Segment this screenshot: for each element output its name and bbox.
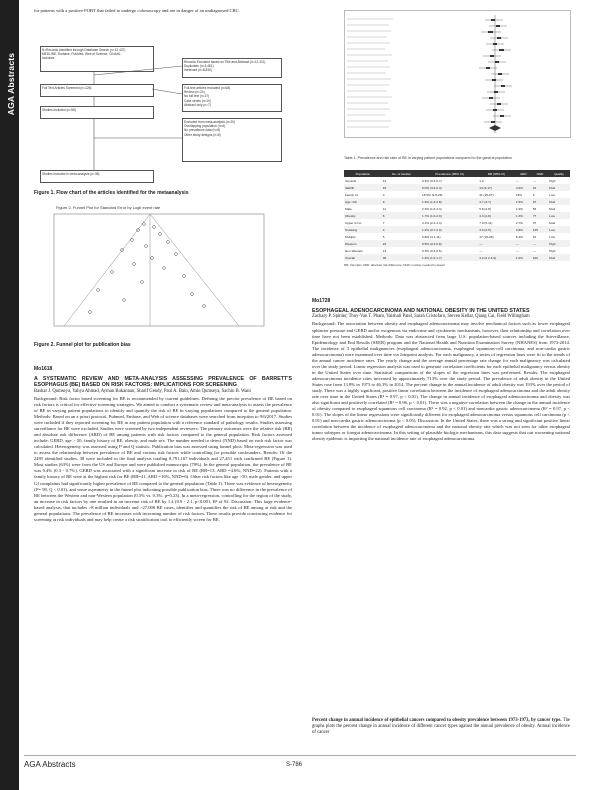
table-cell: Obesity (344, 212, 382, 219)
table-cell: Mod (548, 184, 570, 191)
table-cell: 0.5% (0.3-0.8) (421, 240, 478, 247)
table-cell: 24 (382, 240, 421, 247)
table-row (344, 212, 570, 219)
table-1-footnote: RR: risk ratio; ARD: absolute risk difference; NND: number needed to detect (344, 263, 445, 267)
table-cell: — (515, 240, 532, 247)
table-cell: 1.3% (1.0-1.7) (421, 254, 478, 261)
table-cell: Low (548, 212, 570, 219)
table-cell: General (345, 178, 357, 183)
table-cell: — (532, 240, 548, 247)
table-cell: 6.4% (515, 234, 523, 239)
table-cell: 6 (382, 212, 421, 219)
fig-caption-body: The graphs plots the percent change in annual incidence of different cancer types against the annual prevalence of obesity. Annual incidence of cancer (312, 718, 571, 736)
sidebar-band (0, 0, 19, 790)
abstract-id: Mo1618 (34, 366, 53, 372)
abstract-body: Background: The association between obesity and esophageal adenocarcinoma may involve mechanical factors such as lower esophageal sphincter pressure and GERD and/or exogenous via endocrine and cytokinetic mechanisms, however, their relationship and correlation over time have not been established. Methods: Data was abstracted from large U.S. population-based sources including the Surveillance, Epidemiology and End Results (SEER) program and the National Health and Nutrition Examination Survey (NHANES) from 1973-2014. The incidence of 3 epithelial malignancies (esophageal adenocarcinoma, esophageal squamous-cell carcinoma, and non-cardia gastric adenocarcinoma) were examined over time via Joinpoint analysis. For each malignancy, a series of regression lines were fit to the trends of the annual cancer incidence rates. The yearly change and the average annual percentage rate change for each malignancy was calculated over the study period. Linear regression analysis was used to generate correlation coefficients for each epithelial malignancy versus obesity in the United States over time. Statistical comparisons of the slopes of the regression lines was performed. Results: The esophageal adenocarcinoma incidence rates increased by approximately 713% over the study period. The prevalence of adult obesity in the United States rose from 13.8% in 1973 to 46.3% in 2014. The percent change in the annual incidence of adult obesity was 193% over the period of study. There was a highly significant, positive linear correlation between the incidence of esophageal adenocarcinoma and the adult obesity rate over time in the United States (R² = 0.97, p < 0.01). The change in annual incidence of esophageal adenocarcinoma and obesity was also significant and positively correlated (R² = 0.96, p < 0.01). There was a negative correlation between the change in the annual incidence of obesity compared to esophageal squamous cell carcinoma (R² = 0.92, p < 0.01) and noncardia gastric adenocarcinoma (R² = 0.97, p < 0.01). The slopes of the linear regressions were significantly different for esophageal adenocarcinoma versus squamous cell carcinoma (p < 0.01) and non-cardia gastric adenocarcinoma (p < 0.05). Discussion: In the United States, there was a strong and significant positive linear correlation between the incidence of esophageal adenocarcinoma and the national obesity rate which was not seen for other esophageal tumor subtypes or foregut adenocarcinoma. In this setting of plausible biologic mechanisms, this data suggests that our worsening national obesity epidemic is impacting the national incidence rate of esophageal adenocarcinoma. (312, 321, 570, 442)
table-row (344, 233, 570, 240)
table-1-header-cell: ARD (515, 170, 532, 177)
table-cell: 1.7% (1.0-2.9) (421, 212, 478, 219)
flow-screened-box: Full Text Articles Screened (n=126) (40, 84, 154, 97)
table-cell: 3.2 (2.2-4.6) (478, 254, 515, 261)
table-cell: 3.0 (2-5) (478, 226, 515, 233)
table-cell: 37 (532, 220, 537, 225)
table-1-header-row (344, 170, 570, 177)
table-cell: — (479, 248, 483, 253)
table-cell: 125 (532, 226, 548, 233)
table-cell: Mod (548, 254, 570, 261)
table-cell: 1.9% (515, 206, 523, 211)
top-right-figure (344, 10, 571, 138)
table-1-header-cell: RR (95% CI) (478, 170, 515, 177)
footer-journal: AGA Abstracts (24, 760, 76, 769)
table-cell: 1.2% (0.7-2.0) (421, 226, 478, 233)
table-cell: — (515, 248, 519, 253)
table-cell: Mod (549, 206, 556, 211)
funnel-points (89, 223, 206, 314)
footer-page-number: S-786 (286, 762, 303, 768)
abstract-authors: Bashar J. Qumseya, Yahya Ahmad, Ayman Bukannan, Sharif Gendy, Paul A. Bain, Amin Qumseya, Sachin B. Wani (34, 388, 251, 394)
table-cell: 53 (532, 206, 537, 211)
flow-arrows (34, 44, 292, 184)
table-cell: — (515, 178, 519, 183)
table-cell: Mod (549, 220, 556, 225)
table-cell: 16% (515, 192, 523, 197)
table-cell: 5 (382, 234, 385, 239)
abstract-2-figure-caption (312, 718, 570, 737)
abstract-body: Background: Risk factor based screening for BE is recommended by current guidelines. Defining the precise prevalence of BE based on risk factors is critical for effective screening strategies. We aimed to conduct a systematic review and meta-analysis to assess the prevalence of BE in varying patient populations to identify and quantify the risk of BE in varying populations compared to the general population. Methods: Based on an a priori protocol, Pubmed, Embase, and Web of science databases were searched from inception to 9/6/2017. Studies were included if they reported screening for BE in any patient population with a reference standard of pathology results. Studies assessing surveillance for BE were excluded. Studies were screened by two independent reviewers. The primary outcomes were the relative risk (RR) and absolute risk difference (ARD) of BE among patients with risk factors compared to the general population. Risk factors assessed include: GERD, age > 50, family history of BE, obesity, and male sex. The number needed to detect (NND) based on each risk factor was calculated. Heterogeneity was assessed using I² and Q statistic. Publication bias was assessed using funnel plots. Meta-regression was used to assess the relationship between prevalence of BE and various risk factors while controlling for possible confounders. Results: Of the 2495 identified studies, 38 were included in the final analysis totaling 8,791,167 individuals and 27,451 with confirmed BE (Figure 1). Most studies (63%) were from the US and Europe and were published manuscripts (78%). In the general population, the prevalence of BE was 0.4% (0.3 - 0.7%). GERD was associated with a significant increase in risk of BE (RR=13, ARD =4.6%, NND=22). Patients with a family history of BE were at the highest risk for BE (RR=41, ARD =16%, NND=6). Other risk factors like age >50, male gender, and upper GI complaints had significantly higher prevalence of BE compared to the general population (Table 1). There was evidence of heterogeneity (I²= 99, Q < 0.01), and some asymmetry in the funnel plot indicating possible publication bias. There was no difference in the prevalence of BE between the Western and non-Western population (0.5% vs. 0.3%, p=0.23). In a meta-regression, controlling for the region of the study, an increase in risk factors by one resulted in an increase risk of BE by 1.4 (0.9 - 2.1, p<0.001, R² of 92. Discussion: This large evidence-based analysis, that includes >8 million individuals and >27,000 BE cases, identifies and quantifies the risk of BE among at risk and the general populations. The prevalence of BE increases with increasing number of risk factors. These results provide convincing evidence for screening at risk individuals and may help create a risk stratification tool to efficiently screen for BE. (34, 395, 292, 522)
table-cell: 7 (382, 220, 385, 225)
table-row (344, 198, 570, 205)
intro-text: for patients with a positive FOBT that failed to undergo colonoscopy and are in danger of an undiagnosed CRC. (34, 8, 240, 13)
flow-excluded-3: Excluded from meta-analysis (n=20) Overlapping population (n=6) No prevalence data (n=8) Other study designs (n=6) (182, 118, 282, 162)
table-1-header-cell: NND (532, 170, 548, 177)
table-cell: 6 (532, 192, 535, 197)
table-cell: 5.8 (4-8) (479, 206, 491, 211)
figure-1-caption: Figure 1. Flow chart of the articles identified for the metaanalysis (34, 190, 189, 196)
table-row (344, 177, 570, 184)
table-cell: 0.4% (0.3-0.7) (422, 178, 442, 183)
table-1-header-cell: Prevalence (95% CI) (421, 170, 478, 177)
table-cell: 4.7 (3-7) (478, 198, 515, 205)
table-cell: High (549, 248, 556, 253)
table-cell: 17 (10-28) (479, 234, 494, 239)
table-cell: Non-Western (345, 248, 364, 253)
table-cell: 77 (532, 212, 548, 219)
table-cell: 1.9% (1.3-2.8) (421, 198, 478, 205)
table-cell: Male (345, 206, 352, 211)
table-row (344, 254, 570, 261)
flow-included-box: Studies Included (n=58) (40, 106, 154, 119)
table-cell: Low (548, 226, 570, 233)
abstract-mo1728 (312, 298, 570, 442)
flow-excluded-2: Full-text articles excluded (n=68) Review (n=24) No full text (n=27) Case series (n=10) Abstract only (n=7) (182, 84, 282, 112)
table-row (344, 205, 570, 212)
funnel-plot (34, 206, 292, 334)
table-1 (344, 170, 570, 267)
flow-final-box: Studies included in meta-analysis (n=38) (40, 170, 154, 183)
flow-top-box: N=Records Identified through Database Search (n=12,437) MEDLINE, Embase, PubMed, Web of Science, CINAHL Inclusive (40, 46, 154, 72)
table-cell: 9 (382, 198, 421, 205)
table-cell: Age >50 (344, 198, 382, 205)
figure-2-caption: Figure 2. Funnel plot for publication bias (34, 342, 131, 348)
table-1-header-cell: Population (344, 170, 382, 177)
abstract-authors: Zachary P. Spinler, Thuy-Van T. Pham, Vaishali Patel, Sarah Cristofaro, Steven Kellar, Qiang Cai, Field Willingham (312, 314, 530, 320)
table-cell: 2.3% (1.6-3.3) (422, 206, 442, 211)
flow-chart (34, 44, 292, 184)
table-row (344, 240, 570, 247)
funnel-plot-svg (34, 212, 292, 336)
table-cell: 11 (382, 206, 387, 211)
table-1-header-cell: Quality (548, 170, 570, 177)
table-cell: High (549, 178, 556, 183)
table-cell: 1.0 (479, 178, 484, 183)
table-cell: 100 (532, 254, 548, 261)
table-cell: — (532, 178, 536, 183)
abstract-mo1618 (34, 366, 292, 523)
table-1-grid (344, 170, 570, 261)
table-row (344, 191, 570, 198)
table-cell: 41 (25-67) (479, 192, 494, 197)
table-row (344, 184, 570, 191)
table-cell: 1.0% (515, 254, 532, 261)
table-cell: 6.8% (4.1-11) (422, 234, 441, 239)
table-cell: — (532, 248, 536, 253)
table-cell: Smoking (344, 226, 382, 233)
table-cell: 2.7% (515, 220, 523, 225)
funnel-plot-title: Figure 2. Funnel Plot for Standard Error by Logit event rate (56, 205, 161, 210)
abstract-id: Mo1728 (312, 298, 331, 304)
abstract-title: A SYSTEMATIC REVIEW AND META-ANALYSIS ASSESSING PREVALENCE OF BARRETT'S ESOPHAGUS (BE) BASED ON RISK FACTORS: IMPLICATIONS FOR SCREENING (34, 376, 292, 389)
table-cell: 7.8 (5-11) (479, 220, 493, 225)
table-cell: Multiple (345, 234, 356, 239)
table-cell: 16.5% (9.9-26) (422, 192, 443, 197)
table-cell: Overall (344, 254, 382, 261)
table-cell: 3.1% (2.2-4.4) (422, 220, 442, 225)
table-cell: 0.3% (0.2-0.5) (422, 248, 442, 253)
fig-caption-bold: Percent change in annual incidence of epithelial cancers compared to obesity prevalence between 1973-1973, by cancer type. (312, 718, 562, 723)
table-cell: 22 (532, 184, 548, 191)
abstract-title: ESOPHAGEAL ADENOCARCINOMA AND NATIONAL OBESITY IN THE UNITED STATES (312, 308, 530, 315)
table-cell: Low (549, 192, 555, 197)
table-cell: GERD (344, 184, 382, 191)
table-cell: 4.6% (515, 184, 532, 191)
table-cell: 14 (382, 248, 387, 253)
sidebar-label: AGA Abstracts (6, 52, 16, 116)
table-cell: 18 (382, 184, 421, 191)
table-row (344, 226, 570, 233)
footer-rule (24, 755, 576, 756)
table-cell: 3 (382, 192, 385, 197)
table-cell: 4 (382, 226, 421, 233)
abstract-2-figure-placeholder (312, 516, 570, 712)
top-right-figure-svg (345, 11, 570, 137)
table-cell: — (478, 240, 515, 247)
table-1-header-cell: No. of studies (382, 170, 421, 177)
table-cell: 12 (382, 178, 387, 183)
table-cell: 1.3% (515, 212, 532, 219)
table-cell: Western (344, 240, 382, 247)
table-cell: High (548, 240, 570, 247)
table-cell: 67 (532, 198, 548, 205)
table-cell: 1.5% (515, 198, 532, 205)
table-cell: 38 (382, 254, 421, 261)
table-row (344, 219, 570, 226)
table-row (344, 247, 570, 254)
table-1-caption: Table 1. Prevalence and risk ratio of BE in varying patient populations compared to the general population (344, 156, 513, 160)
table-cell: Low (549, 234, 555, 239)
flow-excluded-1: Records Excluded based on Title and Abstract (n=12,311) Duplicates (n=3,481) Irrelevant (n=8,830) (182, 58, 282, 78)
table-cell: Family hx (345, 192, 359, 197)
table-cell: 5.0% (3.9-6.4) (421, 184, 478, 191)
table-cell: 4.3 (2-8) (478, 212, 515, 219)
table-cell: Mod (548, 198, 570, 205)
table-cell: 0.8% (515, 226, 532, 233)
table-cell: Upper GI sx (345, 220, 362, 225)
table-cell: 13 (9-17) (478, 184, 515, 191)
table-cell: 16 (532, 234, 537, 239)
